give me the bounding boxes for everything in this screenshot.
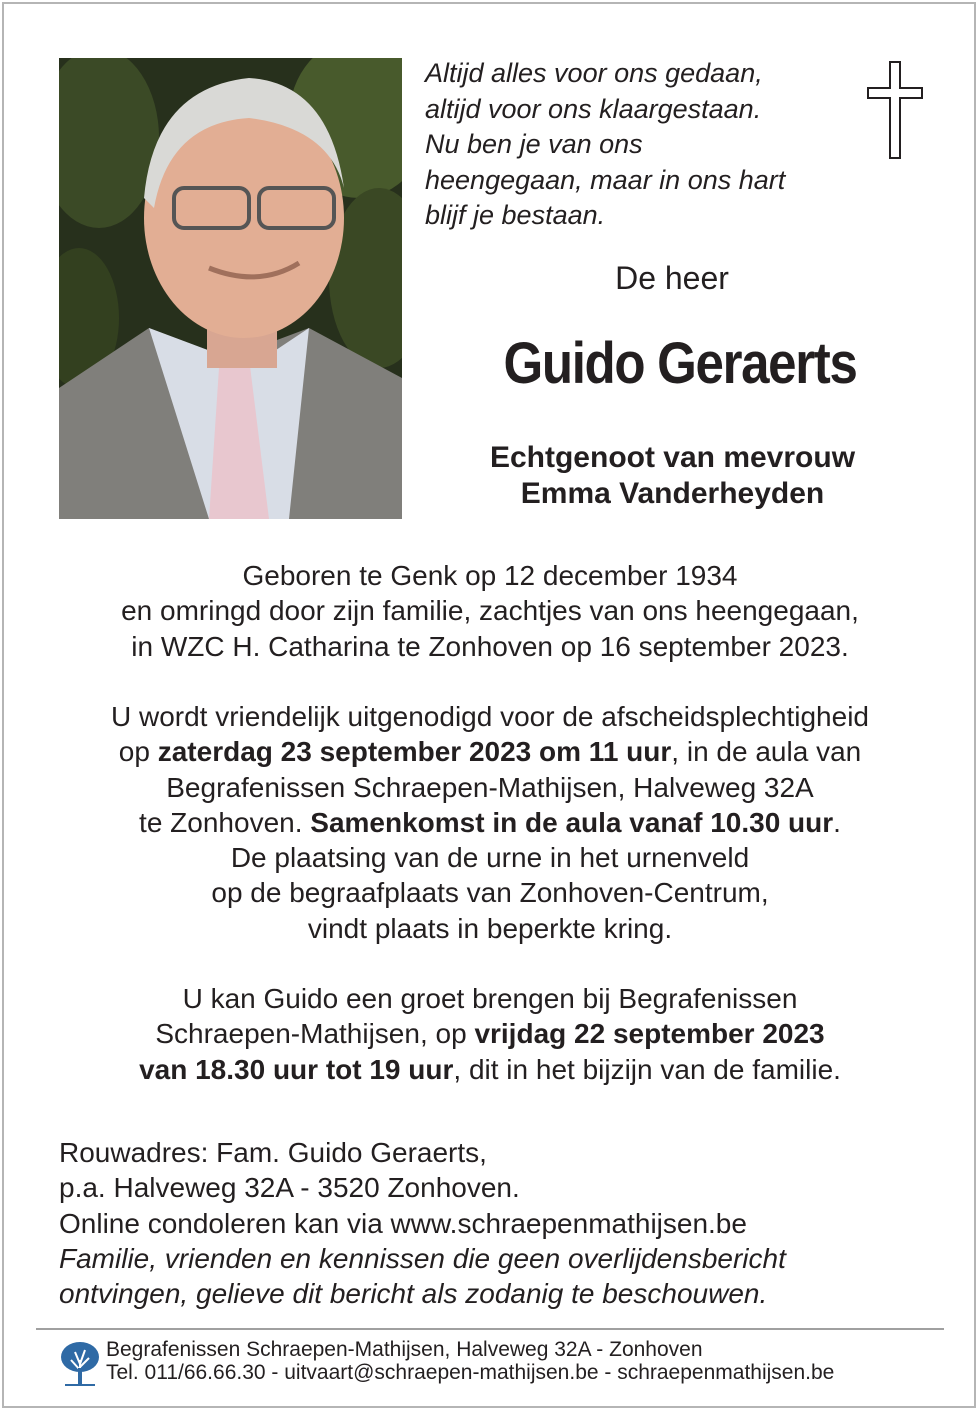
- text-line: vindt plaats in beperkte kring.: [307, 912, 673, 944]
- condolence-link-line: Online condoleren kan via www.schraepenmathijsen.be: [59, 1207, 747, 1239]
- deceased-name: Guido Geraerts: [503, 331, 857, 396]
- notice-line: Familie, vrienden en kennissen die geen overlijdensbericht: [59, 1242, 786, 1274]
- text-span: , in de aula van: [671, 736, 862, 768]
- text-line: Rouwadres: Fam. Guido Geraerts,: [59, 1137, 487, 1168]
- spouse-line: Echtgenoot van mevrouw: [489, 441, 856, 474]
- gathering-time: Samenkomst in de aula vanaf 10.30 uur: [310, 806, 834, 838]
- text-line: [30, 1016, 950, 1051]
- text-span: te Zonhoven.: [139, 806, 311, 838]
- text-line: De plaatsing van de urne in het urnenveld: [230, 842, 750, 874]
- memorial-poem: [425, 56, 855, 234]
- notice-line: ontvingen, gelieve dit bericht als zodanig te beschouwen.: [59, 1278, 768, 1310]
- footer-divider: [36, 1328, 944, 1330]
- spouse-info: [425, 440, 920, 512]
- text-line: Begrafenissen Schraepen-Mathijsen, Halveweg 32A: [166, 771, 814, 803]
- poem-line: blijf je bestaan.: [425, 200, 606, 230]
- text-line: op de begraafplaats van Zonhoven-Centrum,: [211, 877, 769, 909]
- footer-contact-line: Tel. 011/66.66.30 - uitvaart@schraepen-mathijsen.be - schraepenmathijsen.be: [106, 1361, 835, 1384]
- birth-death-info: [30, 558, 950, 664]
- text-line: U wordt vriendelijk uitgenodigd voor de afscheidsplechtigheid: [110, 701, 869, 732]
- honorific: De heer: [615, 260, 729, 296]
- poem-line: Altijd alles voor ons gedaan,: [425, 58, 763, 88]
- footer-line: Begrafenissen Schraepen-Mathijsen, Halveweg 32A - Zonhoven: [106, 1338, 703, 1361]
- visitation-info: [30, 981, 950, 1087]
- text-span: .: [833, 806, 841, 838]
- ceremony-info: [30, 699, 950, 946]
- text-span: , dit in het bijzijn van de familie.: [453, 1053, 841, 1085]
- text-line: [30, 1052, 950, 1087]
- visit-date: vrijdag 22 september 2023: [474, 1018, 825, 1050]
- text-span: Schraepen-Mathijsen, op: [155, 1018, 475, 1050]
- poem-line: altijd voor ons klaargestaan.: [425, 93, 762, 124]
- ceremony-datetime: zaterdag 23 september 2023 om 11 uur: [157, 736, 672, 768]
- text-line: p.a. Halveweg 32A - 3520 Zonhoven.: [59, 1172, 520, 1204]
- funeral-home-footer: [106, 1338, 834, 1384]
- text-line: in WZC H. Catharina te Zonhoven op 16 september 2023.: [131, 630, 849, 662]
- visit-time: van 18.30 uur tot 19 uur: [139, 1053, 454, 1085]
- mourning-address: [59, 1135, 939, 1311]
- spouse-line: Emma Vanderheyden: [520, 477, 825, 510]
- cross-icon: [866, 60, 924, 160]
- poem-line: heengegaan, maar in ons hart: [425, 164, 786, 195]
- poem-line: Nu ben je van ons: [425, 129, 643, 159]
- portrait-photo: [59, 58, 402, 519]
- text-line: [30, 734, 950, 769]
- text-span: op: [118, 736, 158, 768]
- text-line: Geboren te Genk op 12 december 1934: [242, 560, 738, 591]
- tree-logo-icon: [59, 1340, 101, 1386]
- text-line: en omringd door zijn familie, zachtjes van ons heengegaan,: [121, 595, 859, 627]
- text-line: [30, 805, 950, 840]
- text-line: U kan Guido een groet brengen bij Begrafenissen: [182, 983, 798, 1014]
